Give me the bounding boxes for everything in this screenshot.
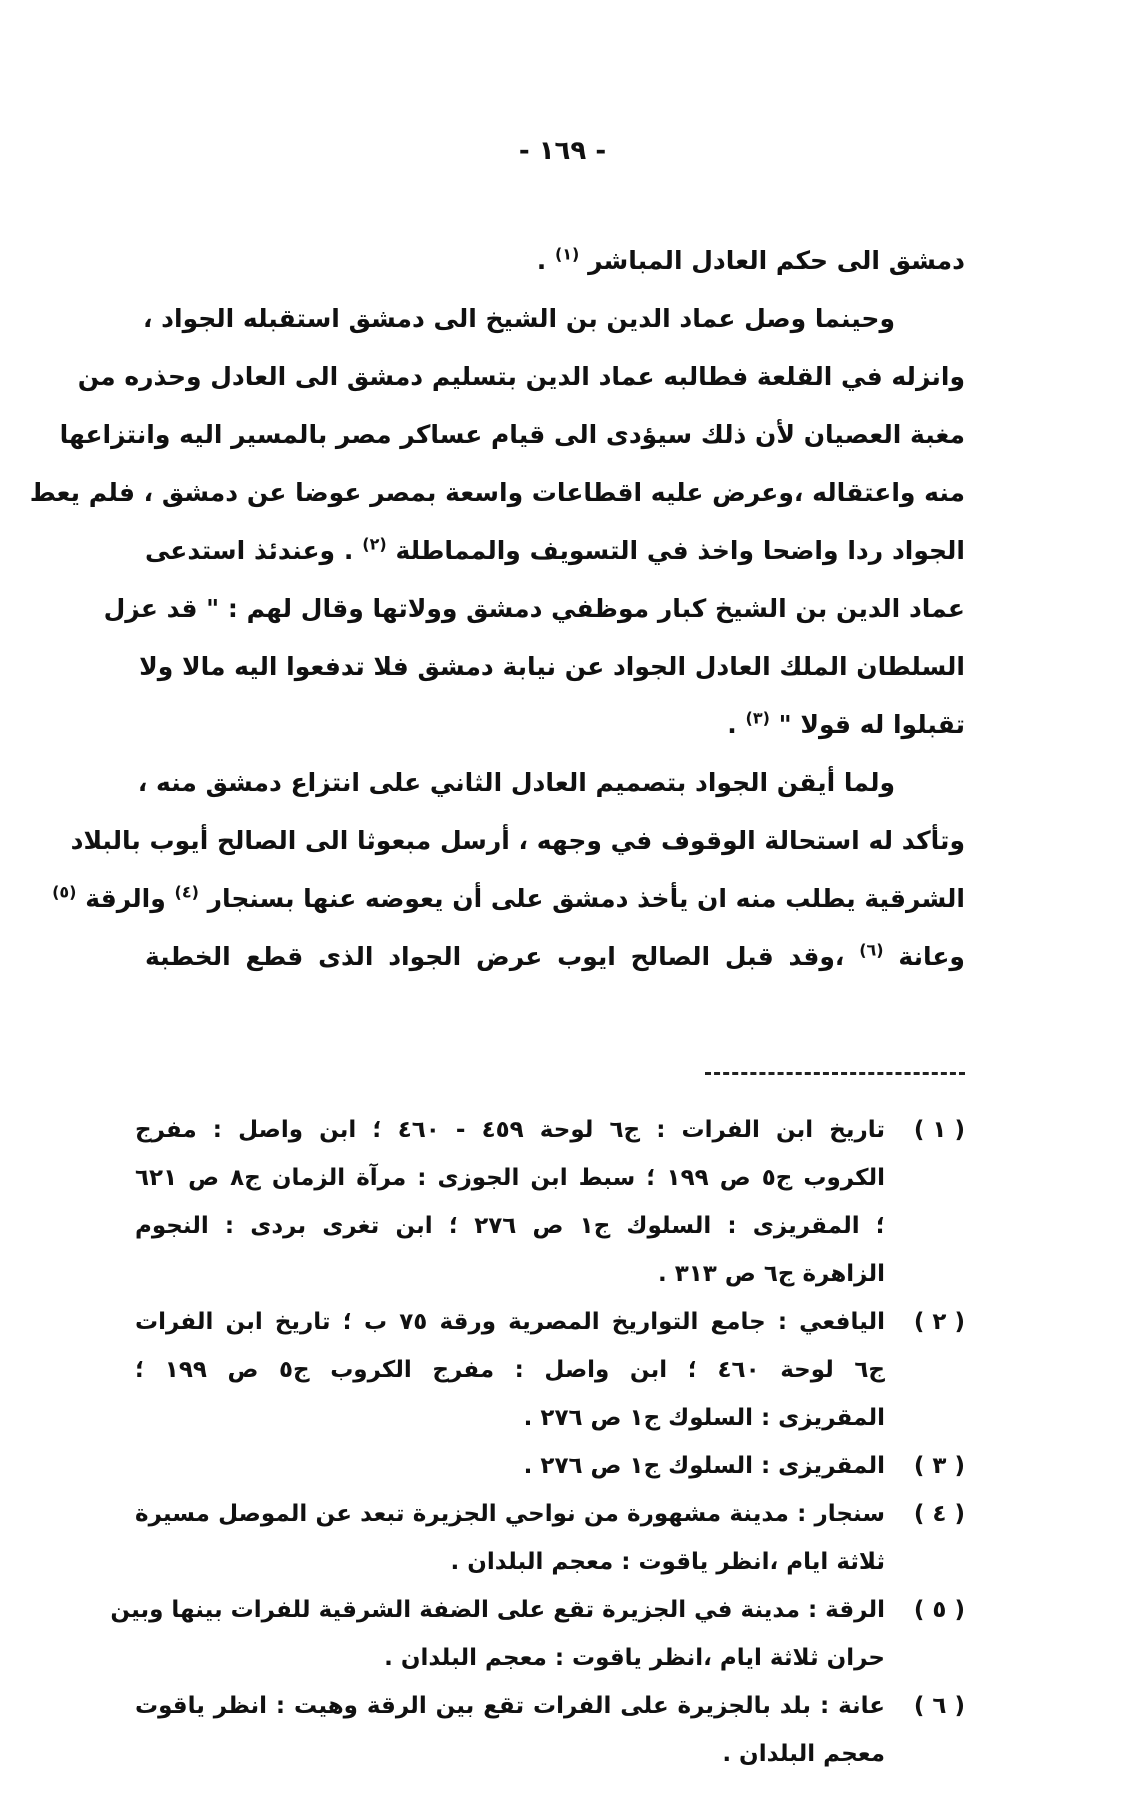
footnote-text: عانة : بلد بالجزيرة على الفرات تقع بين الرقة وهيت : انظر ياقوت معجم البلدان . (135, 1693, 885, 1767)
text-line: عماد الدين بن الشيخ كبار موظفي دمشق وولاتها وقال لهم : " قد عزل (103, 594, 965, 623)
footnote (135, 1106, 965, 1298)
footnote-text: المقريزى : السلوك ج١ ص ٢٧٦ . (523, 1453, 885, 1479)
page-number: - ١٦٩ - (518, 136, 607, 166)
footnote-ref: (٣) (745, 708, 770, 728)
text-line: تقبلوا له قولا " $^{(٣)}$ . (727, 708, 965, 739)
footnote (135, 1298, 965, 1442)
text-line: منه واعتقاله ،وعرض عليه اقطاعات واسعة بمصر عوضا عن دمشق ، فلم يعط (29, 478, 965, 507)
footnote (135, 1682, 965, 1778)
footnote-text: اليافعي : جامع التواريخ المصرية ورقة ٧٥ ب ؛ تاريخ ابن الفرات ج٦ لوحة ٤٦٠ ؛ ابن واصل : مفرج الكروب ج٥ ص ١٩٩ ؛ المقريزى : السلوك ج١ ص ٢٧٦ . (135, 1309, 885, 1431)
text-line: دمشق الى حكم العادل المباشر $^{(١)}$ . (536, 244, 965, 275)
footnote-text: تاريخ ابن الفرات : ج٦ لوحة ٤٥٩ - ٤٦٠ ؛ ابن واصل : مفرج الكروب ج٥ ص ١٩٩ ؛ سبط ابن الجوزى : مرآة الزمان ج٨ ص ٦٢١ ؛ المقريزى : السلوك ج١ ص ٢٧٦ ؛ ابن تغرى بردى : النجوم الزاهرة ج٦ ص ٣١٣ . (135, 1117, 886, 1287)
text-line: وحينما وصل عماد الدين بن الشيخ الى دمشق استقبله الجواد ، (142, 304, 895, 333)
footnote (135, 1442, 965, 1490)
main-text (29, 232, 965, 986)
footnote-number: ( ٤ ) (913, 1501, 965, 1527)
footnote (135, 1490, 965, 1586)
text-line: وعانة $^{(٦)}$ ،وقد قبل الصالح ايوب عرض الجواد الذى قطع الخطبة (145, 940, 965, 971)
footnote-ref: (١) (554, 244, 580, 264)
footnote-separator (705, 1072, 965, 1075)
text-line: السلطان الملك العادل الجواد عن نيابة دمشق فلا تدفعوا اليه مالا ولا (139, 652, 965, 681)
footnote-number: ( ٢ ) (913, 1309, 965, 1335)
footnote-ref: (٦) (859, 940, 884, 960)
text-line: مغبة العصيان لأن ذلك سيؤدى الى قيام عساكر مصر بالمسير اليه وانتزاعها (59, 420, 965, 449)
footnote-text: الرقة : مدينة في الجزيرة تقع على الضفة الشرقية للفرات بينها وبين حران ثلاثة ايام ،انظر ياقوت : معجم البلدان . (110, 1597, 885, 1671)
footnote-ref: (٤) (174, 882, 199, 902)
text-line: وتأكد له استحالة الوقوف في وجهه ، أرسل مبعوثا الى الصالح أيوب بالبلاد (70, 826, 965, 855)
footnote-number: ( ١ ) (913, 1117, 965, 1143)
text-line: وانزله في القلعة فطالبه عماد الدين بتسليم دمشق الى العادل وحذره من (77, 362, 965, 391)
footnote-ref: (٥) (52, 882, 77, 902)
text-line: الشرقية يطلب منه ان يأخذ دمشق على أن يعوضه عنها بسنجار $^{(٤)}$ والرقة $^{(٥)}$ (52, 882, 965, 913)
footnote-number: ( ٥ ) (913, 1597, 965, 1623)
footnotes (110, 1106, 965, 1778)
footnote-number: ( ٦ ) (913, 1693, 965, 1719)
footnote (110, 1586, 965, 1682)
footnote-ref: (٢) (362, 534, 387, 554)
footnote-text: سنجار : مدينة مشهورة من نواحي الجزيرة تبعد عن الموصل مسيرة ثلاثة ايام ،انظر ياقوت : معجم البلدان . (135, 1501, 885, 1575)
text-line: الجواد ردا واضحا واخذ في التسويف والمماطلة $^{(٢)}$ . وعندئذ استدعى (145, 534, 965, 565)
footnote-number: ( ٣ ) (913, 1453, 965, 1479)
text-line: ولما أيقن الجواد بتصميم العادل الثاني على انتزاع دمشق منه ، (137, 768, 895, 797)
